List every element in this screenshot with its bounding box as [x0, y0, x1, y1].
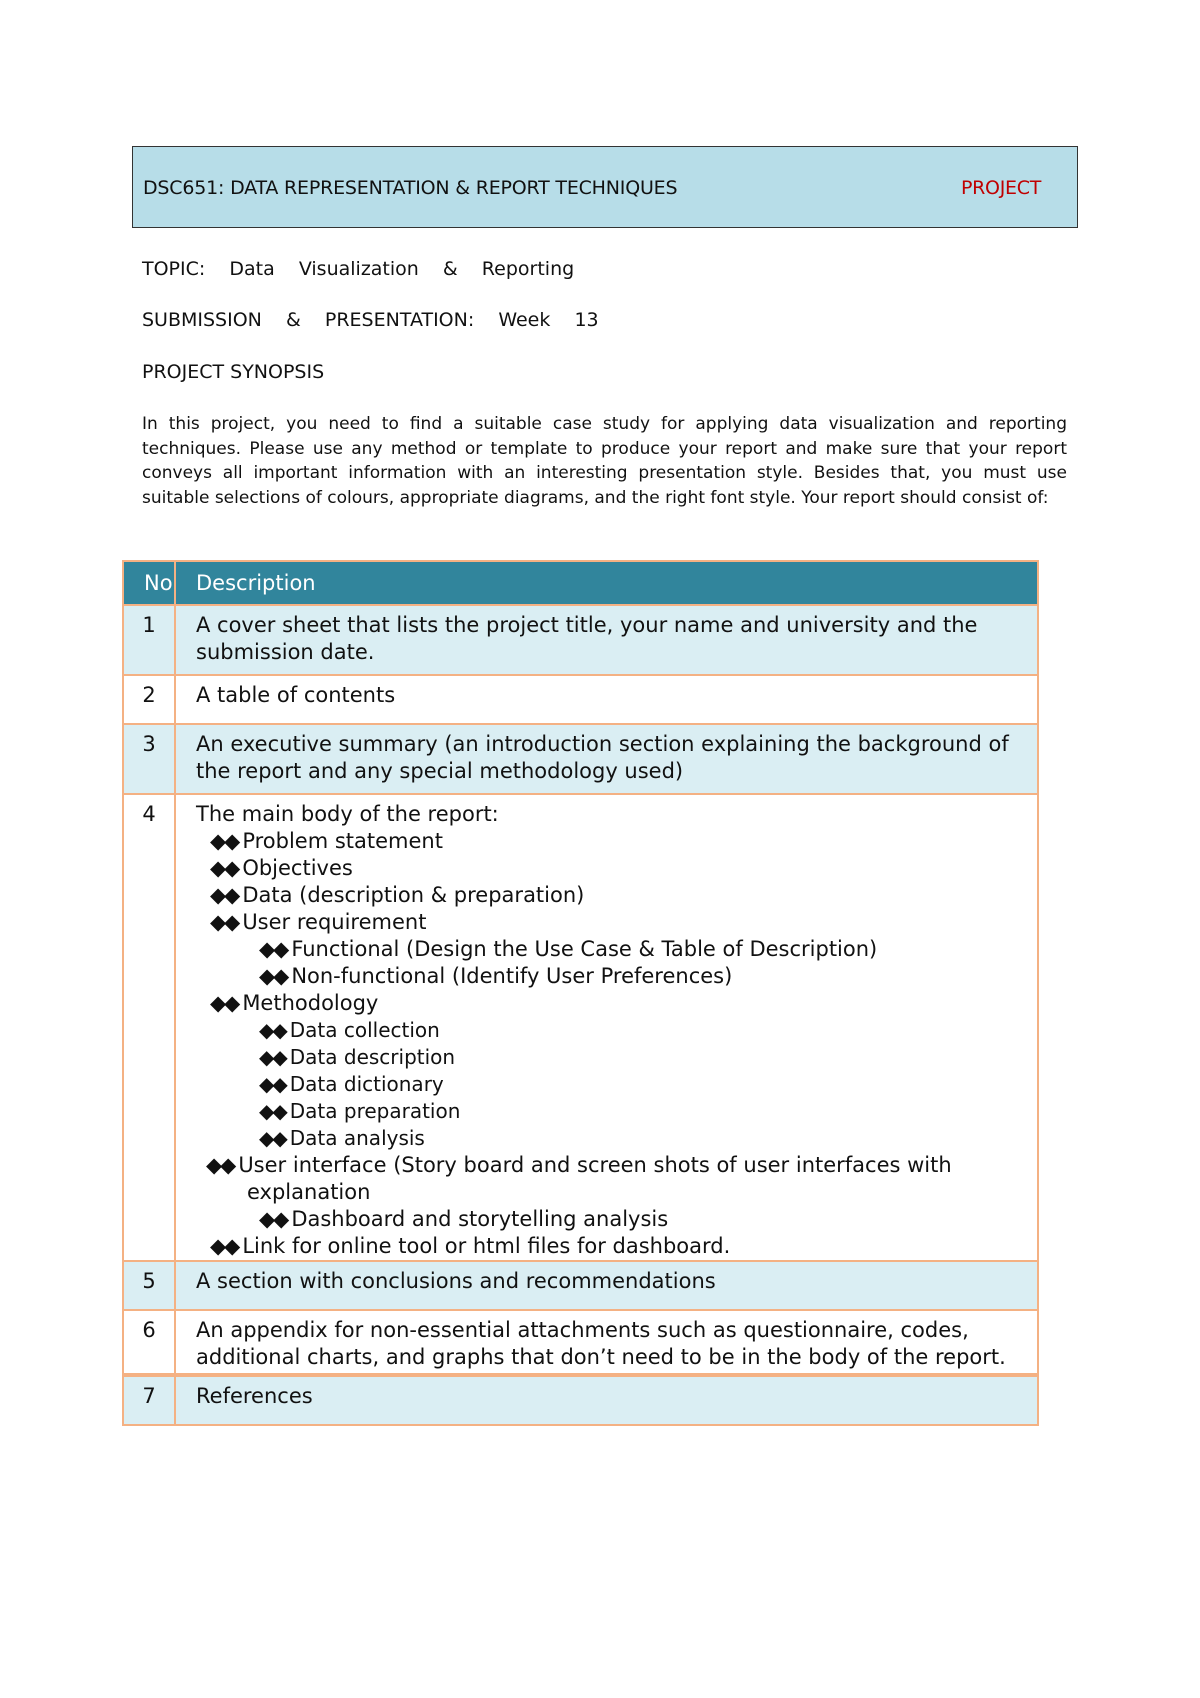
- table-row: [123, 675, 1038, 724]
- list-item: ◆◆ Methodology: [210, 991, 379, 1015]
- list-item: ◆◆ Link for online tool or html files for dashboard.: [210, 1234, 731, 1258]
- row-number: 3: [123, 724, 175, 794]
- report-contents-table: [122, 560, 1039, 1426]
- project-tag: PROJECT: [961, 177, 1041, 199]
- list-item: ◆◆ Data (description & preparation): [210, 883, 585, 907]
- diamond-bullet-icon: ◆◆: [259, 1072, 286, 1096]
- row-number: 1: [123, 605, 175, 675]
- table-row: [123, 1375, 1038, 1425]
- diamond-bullet-icon: ◆◆: [259, 1099, 286, 1123]
- row-number: 7: [123, 1375, 175, 1425]
- list-item: ◆◆ Objectives: [210, 856, 353, 880]
- table-row: [123, 794, 1038, 1261]
- main-body-intro: The main body of the report:: [196, 802, 499, 826]
- course-header-box: [132, 146, 1078, 228]
- row-description: A section with conclusions and recommendations: [175, 1261, 1038, 1310]
- synopsis-heading: PROJECT SYNOPSIS: [142, 361, 325, 383]
- row-description: An appendix for non-essential attachments such as questionnaire, codes, additional charts, and graphs that don’t need to be in the body of the report.: [175, 1310, 1038, 1375]
- table-row: [123, 605, 1038, 675]
- diamond-bullet-icon: ◆◆: [210, 829, 239, 853]
- list-item: ◆◆ Data preparation: [259, 1099, 461, 1123]
- list-item: ◆◆ Data collection: [259, 1018, 440, 1042]
- list-item-continuation: explanation: [247, 1180, 371, 1204]
- diamond-bullet-icon: ◆◆: [259, 964, 288, 988]
- table-row: [123, 1261, 1038, 1310]
- list-item: ◆◆ Data dictionary: [259, 1072, 444, 1096]
- row-description: A cover sheet that lists the project title, your name and university and the submission date.: [175, 605, 1038, 675]
- diamond-bullet-icon: ◆◆: [210, 1234, 239, 1258]
- table-row: [123, 724, 1038, 794]
- list-item: ◆◆ Non-functional (Identify User Preferences): [259, 964, 733, 988]
- row-description: A table of contents: [175, 675, 1038, 724]
- diamond-bullet-icon: ◆◆: [259, 1045, 286, 1069]
- diamond-bullet-icon: ◆◆: [210, 883, 239, 907]
- diamond-bullet-icon: ◆◆: [259, 937, 288, 961]
- list-item: ◆◆ User interface (Story board and screen shots of user interfaces with: [206, 1153, 952, 1177]
- row-number: 5: [123, 1261, 175, 1310]
- diamond-bullet-icon: ◆◆: [206, 1153, 235, 1177]
- row-number: 2: [123, 675, 175, 724]
- diamond-bullet-icon: ◆◆: [259, 1018, 286, 1042]
- diamond-bullet-icon: ◆◆: [259, 1207, 288, 1231]
- row-description: An executive summary (an introduction section explaining the background of the report and any special methodology used): [175, 724, 1038, 794]
- list-item: ◆◆ Problem statement: [210, 829, 443, 853]
- list-item: ◆◆ User requirement: [210, 910, 427, 934]
- row-number: 4: [123, 794, 175, 1261]
- table-header-row: [123, 561, 1038, 605]
- diamond-bullet-icon: ◆◆: [210, 910, 239, 934]
- header-no: No: [123, 561, 175, 605]
- header-description: Description: [175, 561, 1038, 605]
- submission-line: SUBMISSION & PRESENTATION: Week 13: [142, 309, 599, 331]
- topic-line: TOPIC: Data Visualization & Reporting: [142, 258, 575, 280]
- diamond-bullet-icon: ◆◆: [259, 1126, 286, 1150]
- table-row: [123, 1310, 1038, 1375]
- row-number: 6: [123, 1310, 175, 1375]
- list-item: ◆◆ Functional (Design the Use Case & Table of Description): [259, 937, 878, 961]
- list-item: ◆◆ Data analysis: [259, 1126, 425, 1150]
- diamond-bullet-icon: ◆◆: [210, 991, 239, 1015]
- diamond-bullet-icon: ◆◆: [210, 856, 239, 880]
- row-description-main-body: [175, 794, 1038, 1261]
- list-item: ◆◆ Data description: [259, 1045, 456, 1069]
- row-description: References: [175, 1375, 1038, 1425]
- synopsis-paragraph: In this project, you need to find a suitable case study for applying data visualization and reporting techniques. Please use any method or template to produce your report and make sure that your report conveys all important information with an interesting presentation style. Besides that, you must use suitable selections of colours, appropriate diagrams, and the right font style. Your report should consist of:: [142, 414, 1067, 508]
- list-item: ◆◆ Dashboard and storytelling analysis: [259, 1207, 669, 1231]
- course-title: DSC651: DATA REPRESENTATION & REPORT TECHNIQUES: [143, 177, 678, 199]
